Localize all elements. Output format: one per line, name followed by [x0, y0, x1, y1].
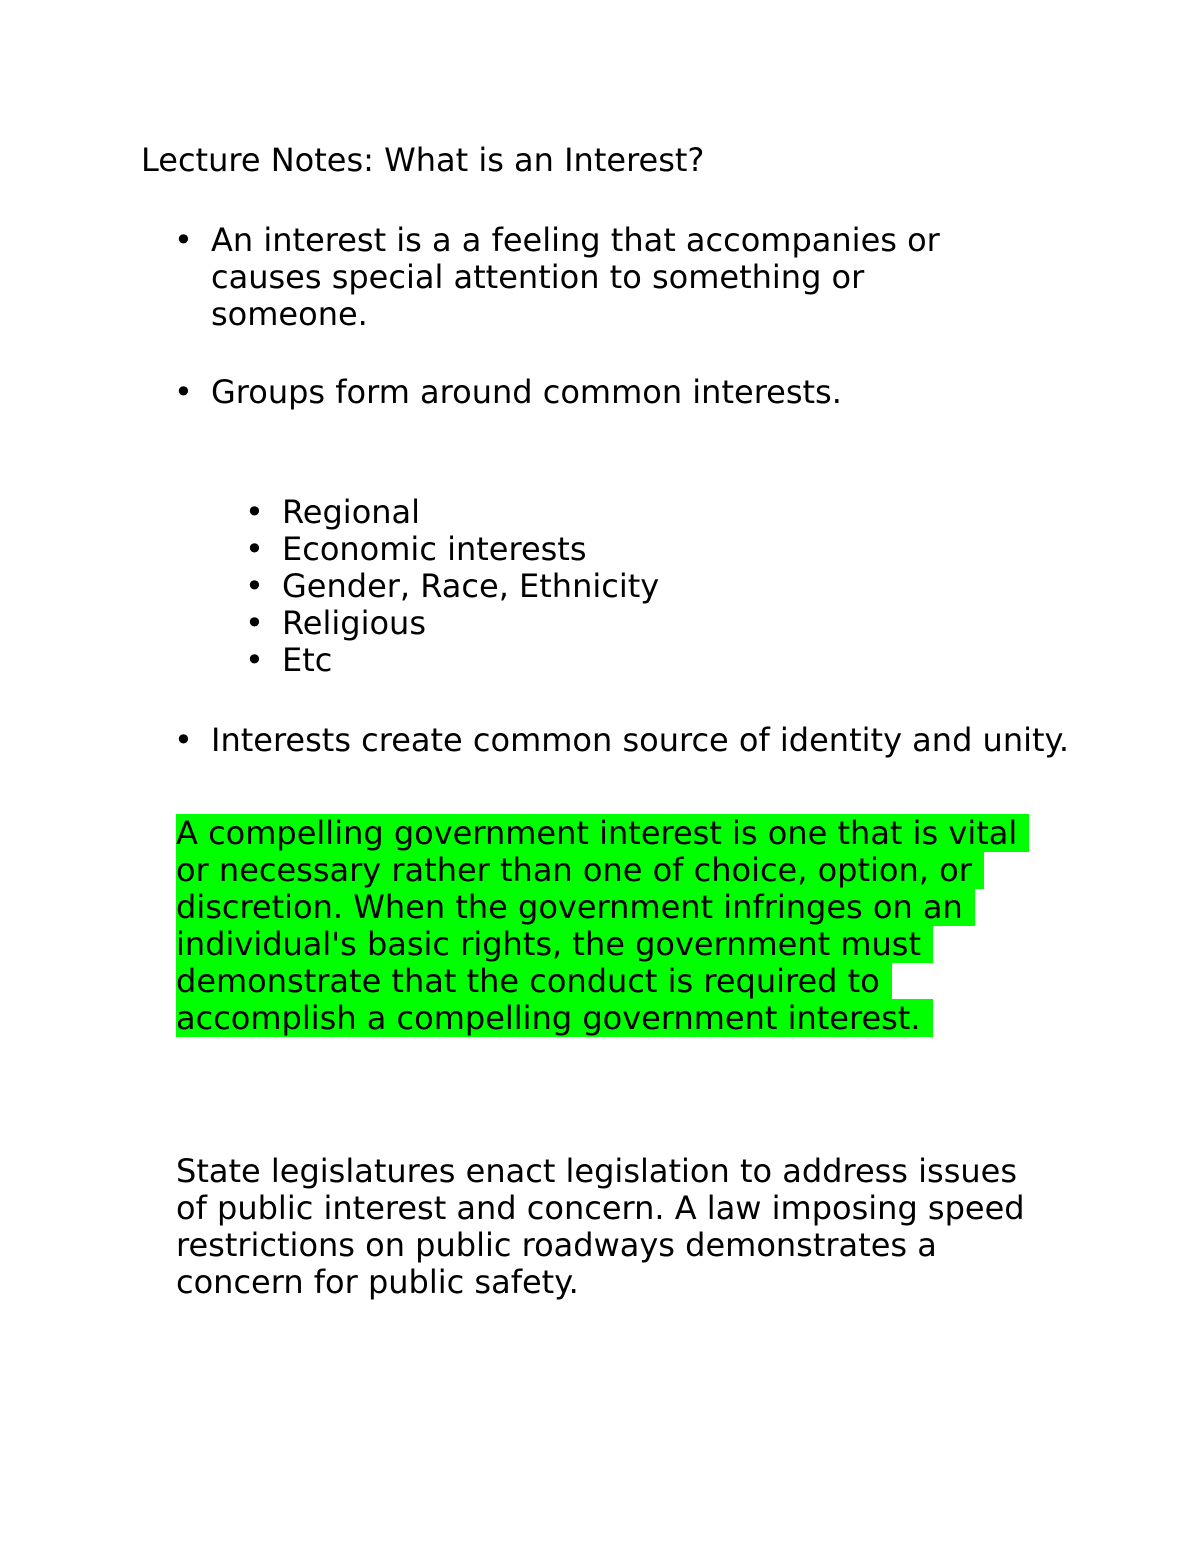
sub-list-item-text: Economic interests — [282, 530, 587, 568]
sub-list-item-text: Etc — [282, 641, 333, 679]
list-item-text: Interests create common source of identity and unity. — [211, 721, 1070, 759]
bullet-icon: • — [245, 604, 264, 642]
list-item-text: An interest is a a feeling that accompanies or causes special attention to something or someone. — [211, 221, 940, 333]
sub-list-item-text: Religious — [282, 604, 426, 642]
bullet-icon: • — [245, 530, 264, 568]
highlighted-text: A compelling government interest is one that is vital or necessary rather than one of choice, option, or discretion. When the government infringes on an individual's basic rights, the government must demonstrate that the conduct is required to accomplish a compelling government interest. — [176, 814, 1029, 1037]
page-title: Lecture Notes: What is an Interest? — [141, 141, 705, 179]
highlighted-paragraph — [176, 815, 1046, 1037]
sub-list-item-text: Regional — [282, 493, 421, 531]
bullet-icon: • — [174, 721, 193, 759]
bullet-icon: • — [245, 641, 264, 679]
list-item-text: Groups form around common interests. — [211, 373, 842, 411]
bullet-icon: • — [174, 221, 193, 259]
sub-list-item-text: Gender, Race, Ethnicity — [282, 567, 660, 605]
bullet-icon: • — [174, 373, 193, 411]
bullet-icon: • — [245, 493, 264, 531]
bullet-icon: • — [245, 567, 264, 605]
closing-paragraph: State legislatures enact legislation to address issues of public interest and concern. A law imposing speed restrictions on public roadways demonstrates a concern for public safety. — [176, 1152, 1025, 1301]
